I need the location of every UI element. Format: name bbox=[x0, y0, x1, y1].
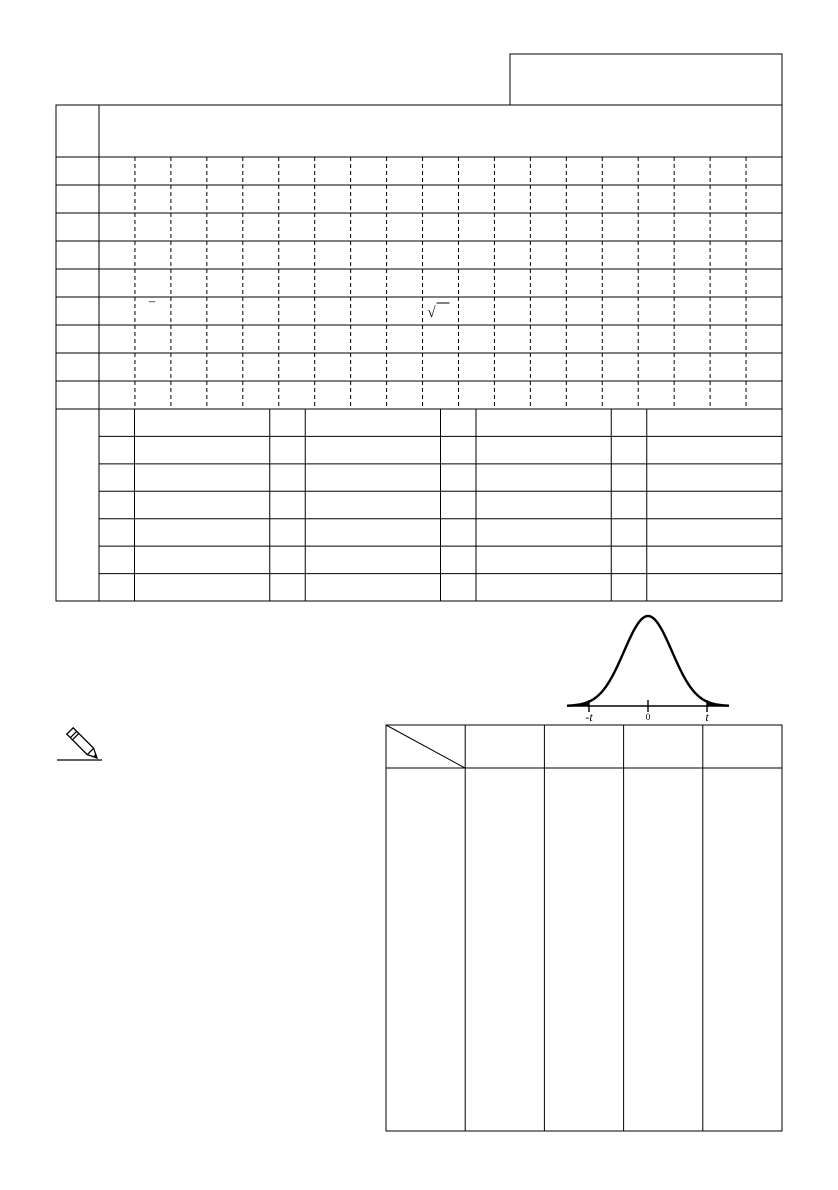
overbar-symbol: – bbox=[148, 293, 156, 308]
distribution-figure bbox=[567, 616, 729, 724]
header-box bbox=[510, 54, 782, 105]
pencil-icon bbox=[57, 728, 102, 761]
right-tick-label: t bbox=[705, 710, 709, 724]
left-tick-label: -t bbox=[585, 710, 593, 724]
t-table-frame bbox=[386, 725, 782, 1131]
t-table-diagonal bbox=[386, 725, 465, 768]
center-tick-label: 0 bbox=[645, 712, 651, 722]
square-root-symbol: √ bbox=[427, 305, 436, 321]
density-curve bbox=[567, 616, 729, 706]
answer-grid bbox=[56, 157, 782, 409]
lower-table bbox=[99, 409, 782, 601]
t-table bbox=[386, 725, 782, 1131]
